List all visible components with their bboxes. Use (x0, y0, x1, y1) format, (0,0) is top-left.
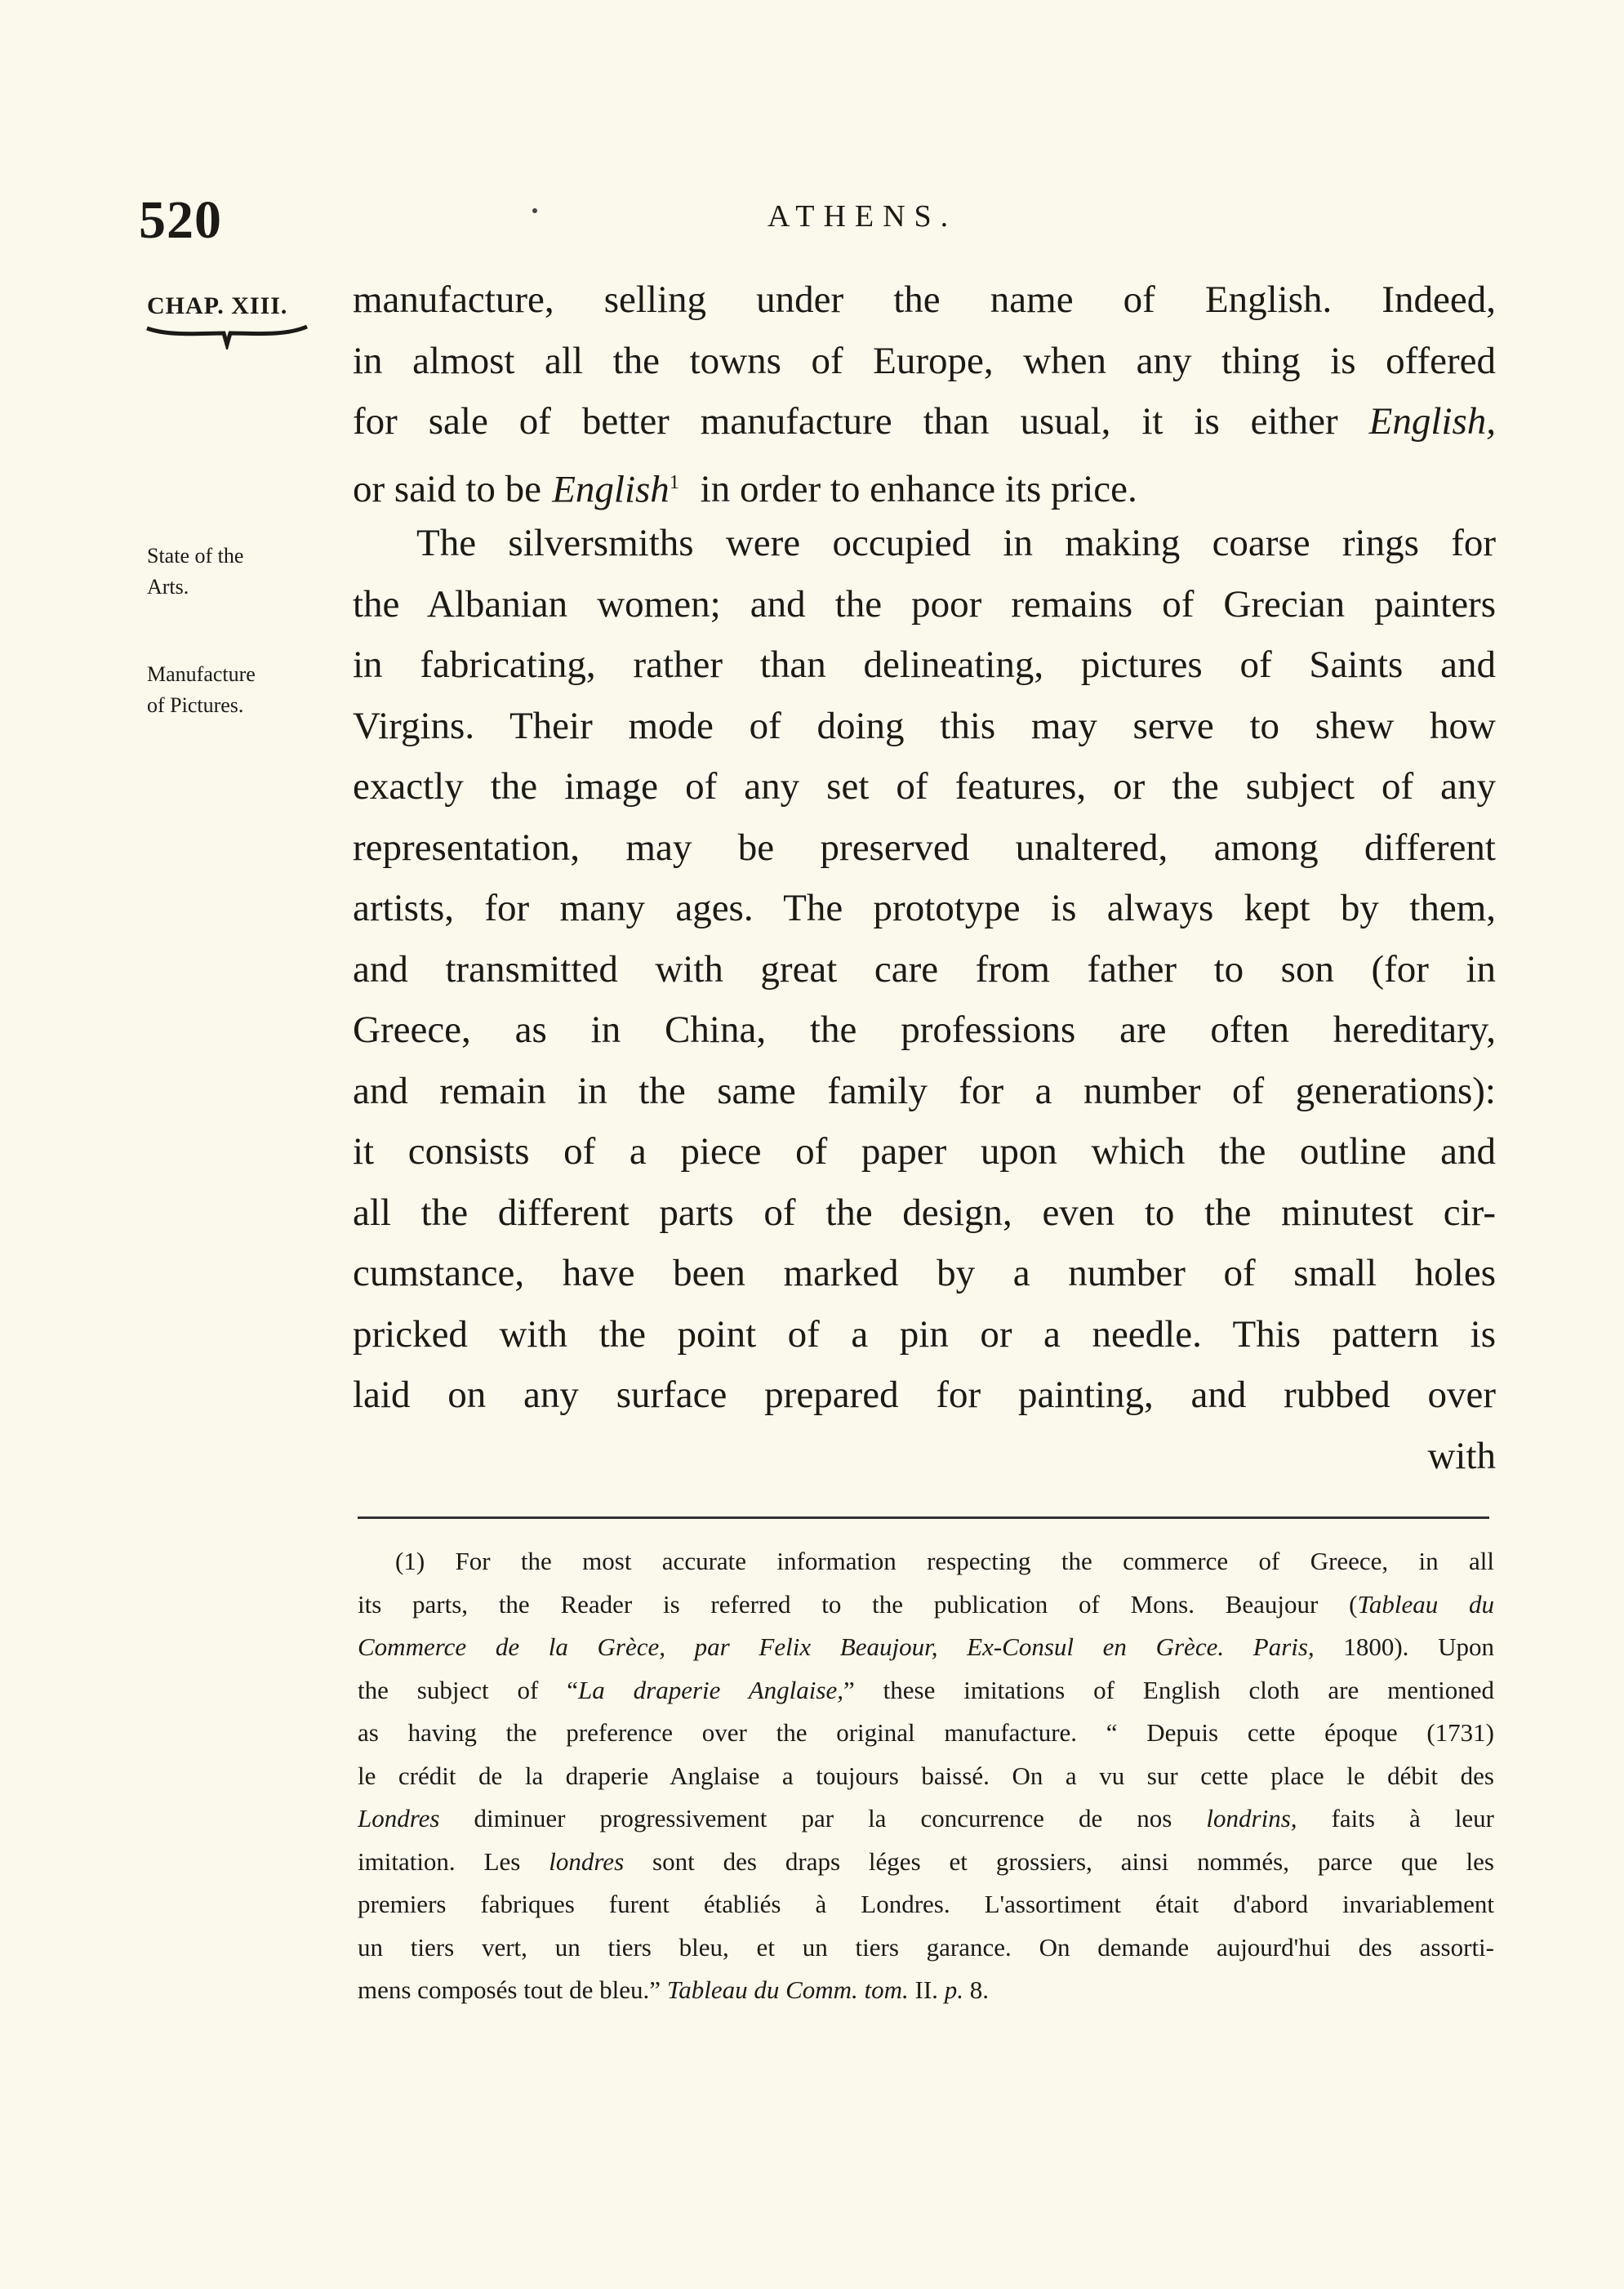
footnote-italic: londrins, (1206, 1804, 1297, 1833)
chapter-label: CHAP. XIII. (147, 292, 288, 319)
body-line: representation, may be preserved unaltered, among different (353, 826, 1496, 869)
body-line: in almost all the towns of Europe, when any thing is offered (353, 339, 1496, 382)
footnote-segment: 1800). Upon (1314, 1632, 1494, 1661)
footnote-line: un tiers vert, un tiers bleu, et un tiers garance. On demande aujourd'hui des assorti- (358, 1932, 1494, 1962)
marginal-note-manufacture-pictures (147, 659, 327, 721)
footnote-line: le crédit de la draperie Anglaise a toujours baissé. On a vu sur cette place le débit des (358, 1761, 1494, 1790)
footnote-segment: sont des draps léges et grossiers, ainsi nommés, parce que les (624, 1846, 1494, 1876)
catchword: with (1427, 1434, 1496, 1477)
footnote-segment: ” these imitations of English cloth are mentioned (843, 1675, 1495, 1704)
marginal-note-line: Manufacture (147, 662, 256, 686)
body-text (353, 269, 1496, 1486)
body-line: exactly the image of any set of features, or the subject of any (353, 765, 1496, 808)
body-line (353, 452, 1496, 514)
body-line: and transmitted with great care from father to son (for in (353, 947, 1496, 991)
footnote-italic: Londres (358, 1804, 440, 1833)
footnote-line: (1) For the most accurate information respecting the commerce of Greece, in all (395, 1547, 1494, 1575)
body-line: the Albanian women; and the poor remains of Grecian painters (353, 582, 1496, 626)
footnote-line (358, 1583, 1494, 1627)
footnote-segment: faits à leur (1297, 1804, 1494, 1833)
body-line: Greece, as in China, the professions are often hereditary, (353, 1009, 1496, 1051)
body-line: in fabricating, rather than delineating, pictures of Saints and (353, 644, 1496, 686)
body-line: it consists of a piece of paper upon which the outline and (353, 1130, 1496, 1173)
body-line: artists, for many ages. The prototype is always kept by them, (353, 887, 1496, 929)
page-number: 520 (139, 190, 222, 250)
footnote-italic: p. (944, 1975, 963, 2004)
body-line: and remain in the same family for a number of generations): (353, 1069, 1496, 1112)
body-segment: or said to be (353, 468, 542, 511)
footnote-line (358, 1969, 1494, 2012)
footnote-italic: La draperie Anglaise, (577, 1675, 843, 1704)
body-line: The silversmiths were occupied in making coarse rings for (416, 522, 1496, 564)
body-line: manufacture, selling under the name of English. Indeed, (353, 278, 1496, 321)
footnote-italic: Tableau du (1357, 1589, 1494, 1619)
footnote-line: premiers fabriques furent établiés à Londres. L'assortiment était d'abord invariablement (358, 1890, 1494, 1918)
footnote-line: as having the preference over the original manufacture. “ Depuis cette époque (1731) (358, 1718, 1494, 1747)
marginal-note-state-of-arts (147, 541, 327, 603)
body-segment: in order to enhance its price. (700, 468, 1137, 511)
footnote-line (358, 1626, 1494, 1669)
footnote-line (358, 1669, 1494, 1712)
body-line: all the different parts of the design, even to the minutest cir- (353, 1191, 1496, 1234)
footnote-line (358, 1797, 1494, 1841)
footnote-divider (358, 1516, 1489, 1519)
body-line: Virgins. Their mode of doing this may serve to shew how (353, 704, 1496, 747)
running-head: ATHENS. (768, 199, 958, 234)
body-segment: for sale of better manufacture than usual, it is either (353, 400, 1338, 443)
footnote-segment: II. (908, 1975, 945, 2004)
body-line (353, 391, 1496, 452)
italic-english: English, (1368, 400, 1497, 443)
marginal-note-line: of Pictures. (147, 693, 244, 717)
footnote-reference: 1 (669, 471, 679, 493)
footnote-italic: Tableau du Comm. tom. (666, 1975, 909, 2004)
body-line: pricked with the point of a pin or a needle. This pattern is (353, 1312, 1496, 1356)
footnote-segment: mens composés tout de bleu.” (358, 1975, 667, 2004)
marginal-note-line: Arts. (147, 575, 189, 599)
footnote-segment: 8. (963, 1975, 989, 2004)
footnote-segment: imitation. Les (358, 1846, 549, 1876)
footnote-block (358, 1540, 1494, 2012)
body-line: laid on any surface prepared for painting, and rubbed over (353, 1374, 1496, 1416)
footnote-italic: Commerce de la Grèce, par Felix Beaujour, Ex-Consul en Grèce. Paris, (358, 1632, 1315, 1661)
italic-english: English (552, 468, 670, 511)
footnote-italic: londres (549, 1846, 625, 1876)
body-line: cumstance, have been marked by a number of small holes (353, 1252, 1496, 1294)
footnote-line (358, 1841, 1494, 1884)
footnote-segment: the subject of “ (358, 1675, 578, 1704)
printer-dot (532, 208, 537, 213)
footnote-segment: its parts, the Reader is referred to the publication of Mons. Beaujour ( (358, 1589, 1358, 1619)
footnote-segment: diminuer progressivement par la concurrence de nos (439, 1804, 1207, 1833)
marginal-note-line: State of the (147, 544, 244, 568)
chapter-brace-ornament (145, 323, 309, 350)
